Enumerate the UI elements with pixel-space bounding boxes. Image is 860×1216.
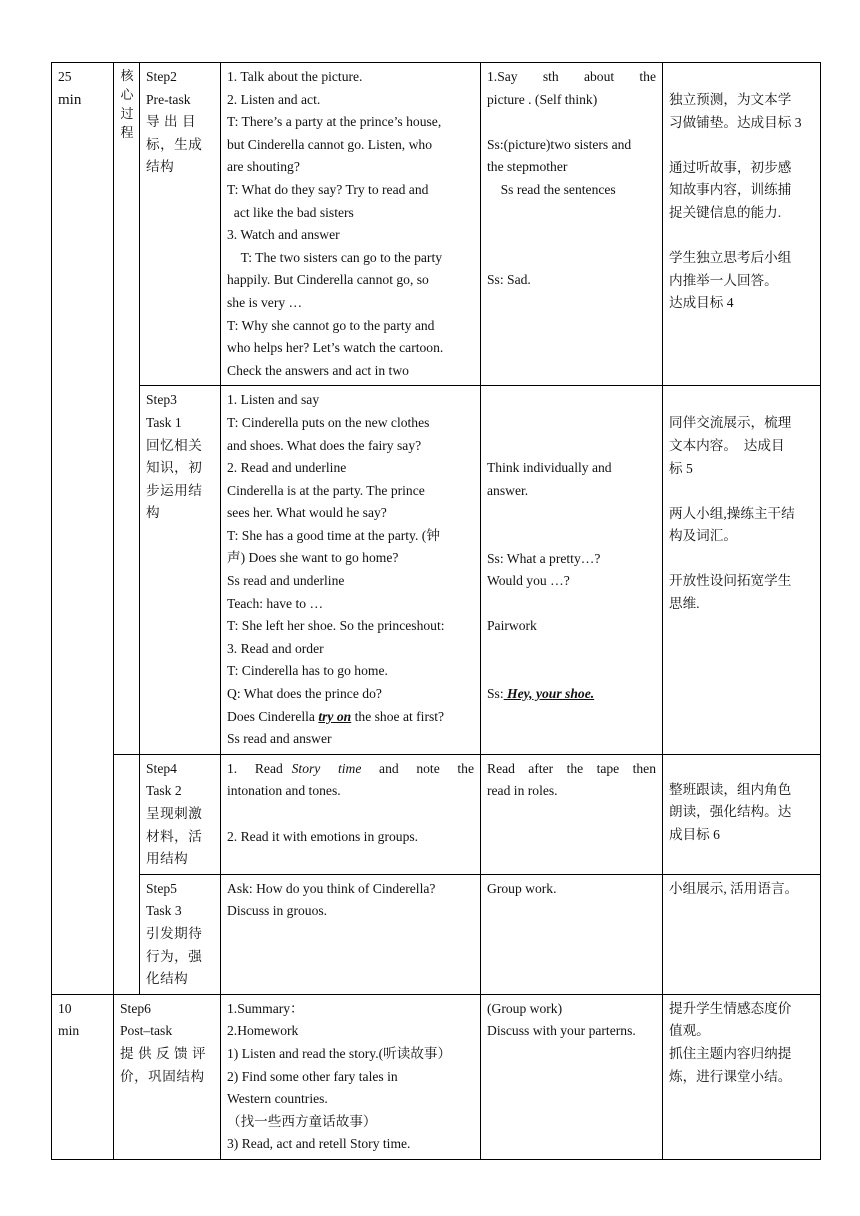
- step4-title: Step4: [146, 760, 177, 776]
- step6-goal-cell: [663, 994, 821, 1159]
- step3-title: Step3: [146, 392, 177, 408]
- step2-goal-line: 独立预测，为文本学: [669, 92, 792, 107]
- step2-student-line: Ss:(picture)two sisters and: [487, 136, 632, 152]
- step2-desc-3: 结构: [146, 159, 175, 175]
- step4-teacher-line-1: [227, 758, 474, 781]
- step5-title: Step5: [146, 880, 177, 896]
- shoe-pre: Ss:: [487, 685, 504, 701]
- step3-teacher-line: 1. Listen and say: [227, 392, 320, 408]
- step6-teacher-line: 2.Homework: [227, 1023, 299, 1039]
- step3-teacher-line: Ss read and answer: [227, 731, 332, 747]
- row-step2: [52, 63, 821, 386]
- step2-desc-2: 标，生成: [146, 136, 203, 152]
- row-step4: [52, 754, 821, 874]
- step2-teacher-line: T: There’s a party at the prince’s house,: [227, 114, 442, 130]
- step6-teacher-cell: [221, 994, 481, 1159]
- step4-student-line: read in roles.: [487, 783, 558, 799]
- step5-desc-1: 引发期待: [146, 925, 203, 941]
- step2-teacher-line: she is very …: [227, 294, 303, 310]
- time-unit: min: [58, 1023, 80, 1039]
- step5-teacher-line: Ask: How do you think of Cinderella?: [227, 880, 436, 896]
- step3-goal-line: 标 5: [669, 460, 693, 476]
- step4-desc-1: 呈现刺激: [146, 806, 203, 821]
- step6-teacher-line: 2) Find some other fary tales in: [227, 1068, 398, 1084]
- step3-sub: Task 1: [146, 414, 182, 430]
- step3-teacher-cell: [221, 386, 481, 755]
- time-value: 25: [58, 69, 72, 84]
- step2-title: Step2: [146, 69, 177, 84]
- step2-student-line: the stepmother: [487, 159, 568, 175]
- step3-teacher-line-try-on: [227, 706, 474, 729]
- step5-sub: Task 3: [146, 903, 182, 919]
- step4-goal-line: 整班跟读，组内角色: [669, 781, 792, 797]
- step3-student-line-shoe: [487, 683, 656, 706]
- step6-goal-line: 炼，进行课堂小结。: [669, 1068, 792, 1084]
- step6-teacher-line: 1) Listen and read the story.(听读故事）: [227, 1045, 452, 1061]
- step3-student-line: answer.: [487, 482, 529, 498]
- step3-goal-line: [669, 548, 814, 571]
- time-cell-25: [52, 63, 114, 995]
- step3-teacher-line: T: Cinderella has to go home.: [227, 663, 388, 679]
- time-unit: min: [58, 91, 82, 108]
- step4-read: 1. Read: [227, 760, 292, 776]
- row-step6: [52, 994, 821, 1159]
- step2-goal-line: [669, 134, 814, 157]
- step4-student-line: Read after the tape then: [487, 760, 656, 776]
- step2-teacher-line: are shouting?: [227, 159, 300, 175]
- step4-sub: Task 2: [146, 783, 182, 799]
- step3-student-line: Would you …?: [487, 573, 570, 589]
- step3-student-line: Think individually and: [487, 460, 612, 476]
- step2-student-line: picture . (Self think): [487, 91, 598, 107]
- step3-teacher-line: T: Cinderella puts on the new clothes: [227, 414, 430, 430]
- step2-cell: [140, 63, 221, 386]
- step3-teacher-line: Q: What does the prince do?: [227, 686, 382, 702]
- step3-desc-2: 知识，初: [146, 460, 203, 476]
- step2-goal-line: 知故事内容，训练捕: [669, 182, 792, 198]
- step6-desc-2: 价，巩固结构: [120, 1068, 205, 1084]
- try-on-pre: Does Cinderella: [227, 708, 319, 724]
- step2-teacher-line: 1. Talk about the picture.: [227, 69, 363, 84]
- step6-goal-line: 提升学生情感态度价: [669, 1000, 792, 1016]
- try-on-emphasis: try on: [318, 708, 352, 724]
- step3-goal-cell: [663, 386, 821, 755]
- try-on-post: the shoe at first?: [351, 708, 445, 724]
- step4-cell: [140, 754, 221, 874]
- core-process-cell: [114, 63, 140, 755]
- step6-sub: Post–task: [120, 1023, 173, 1039]
- step2-teacher-line: T: What do they say? Try to read and: [227, 181, 429, 197]
- step3-teacher-line: 声) Does she want to go home?: [227, 550, 399, 566]
- step4-goal-line: 成目标 6: [669, 827, 720, 842]
- time-value: 10: [58, 1000, 72, 1016]
- step5-desc-3: 化结构: [146, 971, 189, 987]
- shoe-emphasis: Hey, your shoe.: [503, 685, 595, 701]
- step5-student-line: Group work.: [487, 880, 557, 896]
- row-step3: [52, 386, 821, 755]
- core-process-label: 核心过程: [120, 68, 134, 140]
- step2-student-line: Ss read the sentences: [487, 181, 616, 197]
- step2-teacher-line: but Cinderella cannot go. Listen, who: [227, 136, 432, 152]
- step2-teacher-line: happily. But Cinderella cannot go, so: [227, 272, 429, 288]
- step5-goal-line: 小组展示, 活用语言。: [669, 880, 799, 896]
- step3-teacher-line: 2. Read and underline: [227, 460, 347, 476]
- step5-goal-cell: [663, 874, 821, 994]
- step5-teacher-line: Discuss in grouos.: [227, 903, 328, 919]
- step2-teacher-line: act like the bad sisters: [227, 204, 354, 220]
- step3-teacher-line: Cinderella is at the party. The prince: [227, 482, 425, 498]
- step3-goal-line: 开放性设问拓宽学生: [669, 573, 792, 589]
- step4-teacher-line: intonation and tones.: [227, 783, 341, 799]
- step4-teacher-cell: [221, 754, 481, 874]
- step3-teacher-line: Teach: have to …: [227, 595, 324, 611]
- step5-desc-2: 行为，强: [146, 948, 203, 964]
- step3-student-cell: [481, 386, 663, 755]
- step4-goal-line: 朗读，强化结构。达: [669, 804, 792, 820]
- step2-desc-1: 导 出 目: [146, 114, 197, 130]
- step4-story-time: Story time: [291, 760, 362, 776]
- step2-teacher-line: Check the answers and act in two: [227, 362, 409, 378]
- step6-goal-line: 抓住主题内容归纳提: [669, 1045, 792, 1061]
- step6-student-cell: [481, 994, 663, 1159]
- empty-vert-cell: [114, 754, 140, 994]
- step2-teacher-line: who helps her? Let’s watch the cartoon.: [227, 340, 444, 356]
- step2-teacher-line: T: Why she cannot go to the party and: [227, 317, 435, 333]
- step2-teacher-cell: [221, 63, 481, 386]
- step3-teacher-line: 3. Read and order: [227, 640, 324, 656]
- step3-goal-line: 构及词汇。: [669, 528, 737, 544]
- step3-goal-line: 思维.: [669, 596, 700, 612]
- step3-desc-1: 回忆相关: [146, 437, 203, 453]
- step2-goal-line: [669, 225, 814, 248]
- step6-cell: [114, 994, 221, 1159]
- step2-teacher-line: T: The two sisters can go to the party: [227, 249, 443, 265]
- step6-teacher-line: （找一些西方童话故事）: [227, 1113, 377, 1129]
- step2-teacher-line: 3. Watch and answer: [227, 227, 340, 243]
- step4-desc-3: 用结构: [146, 851, 189, 867]
- step6-desc-1: 提 供 反 馈 评: [120, 1045, 207, 1061]
- step5-teacher-cell: [221, 874, 481, 994]
- step4-desc-2: 材料，活: [146, 828, 203, 844]
- step2-goal-line: 达成目标 4: [669, 295, 734, 311]
- step3-teacher-line: T: She left her shoe. So the princeshout:: [227, 618, 445, 634]
- step2-goal-line: 通过听故事，初步感: [669, 159, 792, 175]
- step3-desc-3: 步运用结: [146, 482, 203, 498]
- step6-teacher-line: 1.Summary：: [227, 1000, 304, 1016]
- step6-title: Step6: [120, 1000, 151, 1016]
- step3-cell: [140, 386, 221, 755]
- row-step5: [52, 874, 821, 994]
- step2-teacher-line: 2. Listen and act.: [227, 91, 321, 107]
- step3-student-line: Ss: What a pretty…?: [487, 550, 601, 566]
- step2-student-line: Ss: Sad.: [487, 271, 531, 287]
- step2-goal-line: 学生独立思考后小组: [669, 250, 792, 266]
- step3-desc-4: 构: [146, 505, 161, 521]
- time-cell-10: [52, 994, 114, 1159]
- step4-teacher-line: 2. Read it with emotions in groups.: [227, 828, 419, 844]
- step4-note: and note the: [361, 760, 475, 776]
- step3-teacher-line: Ss read and underline: [227, 573, 345, 589]
- step6-student-line: (Group work): [487, 1000, 563, 1016]
- step3-teacher-line: sees her. What would he say?: [227, 505, 387, 521]
- step2-student-line: 1.Say sth about the: [487, 69, 656, 84]
- step2-goal-line: 习做铺垫。达成目标 3: [669, 114, 802, 130]
- lesson-plan-table: [51, 62, 821, 1160]
- step5-student-cell: [481, 874, 663, 994]
- step3-goal-line: 同伴交流展示，梳理: [669, 415, 792, 431]
- step4-goal-cell: [663, 754, 821, 874]
- step2-sub: Pre-task: [146, 91, 191, 107]
- step3-goal-line: 两人小组,操练主干结: [669, 505, 795, 521]
- step3-teacher-line: T: She has a good time at the party. (钟: [227, 527, 440, 543]
- step6-teacher-line: 3) Read, act and retell Story time.: [227, 1136, 411, 1152]
- step3-teacher-line: and shoes. What does the fairy say?: [227, 437, 422, 453]
- step3-goal-line: [669, 480, 814, 503]
- step6-goal-line: 值观。: [669, 1023, 710, 1039]
- step2-goal-line: 捉关键信息的能力.: [669, 204, 782, 220]
- step6-teacher-line: Western countries.: [227, 1091, 328, 1107]
- step2-goal-line: 内推举一人回答。: [669, 272, 778, 288]
- step5-cell: [140, 874, 221, 994]
- step6-student-line: Discuss with your parterns.: [487, 1023, 636, 1039]
- step3-student-line: Pairwork: [487, 618, 537, 634]
- step3-goal-line: 文本内容。 达成目: [669, 437, 785, 453]
- step4-student-cell: [481, 754, 663, 874]
- step2-goal-cell: [663, 63, 821, 386]
- step2-student-cell: [481, 63, 663, 386]
